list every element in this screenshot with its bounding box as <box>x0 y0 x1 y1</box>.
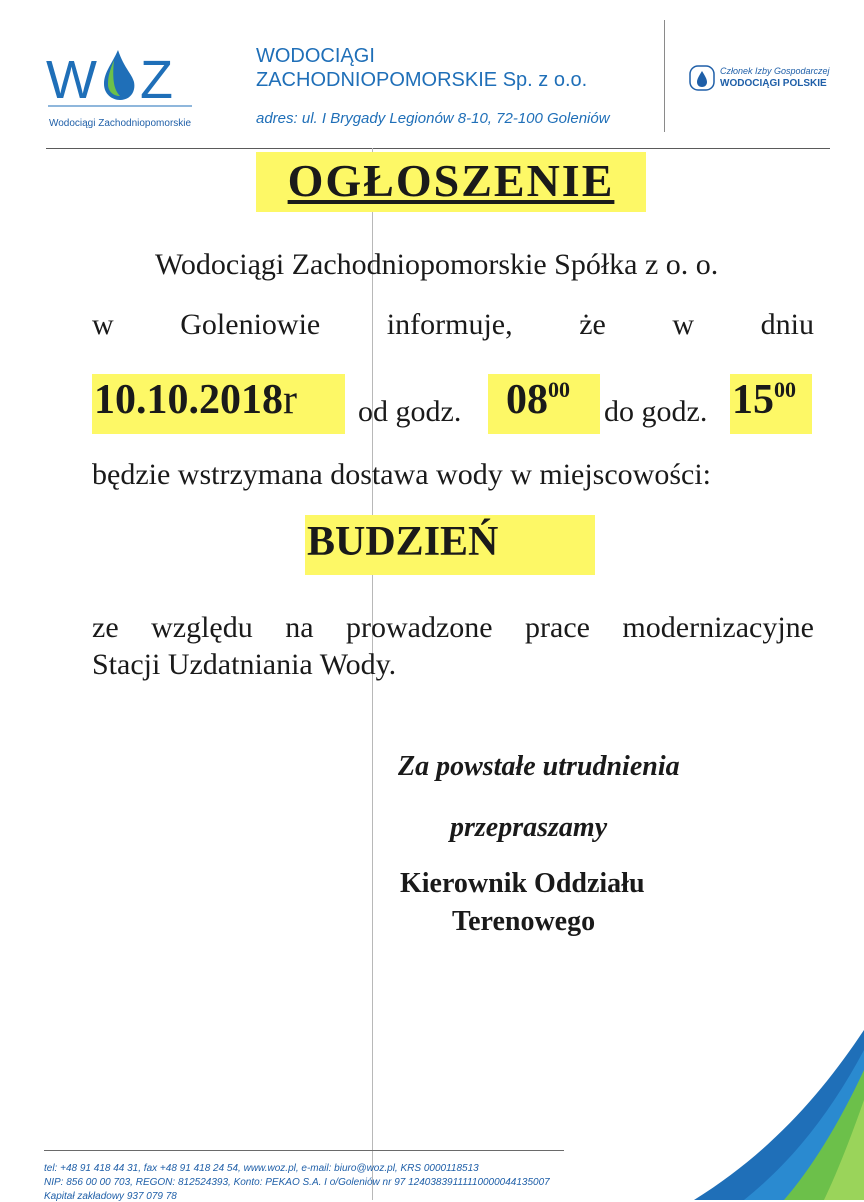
corner-wave-decoration <box>654 1030 864 1200</box>
notice-title: OGŁOSZENIE <box>287 155 615 206</box>
reason-word: na <box>285 611 314 644</box>
intro-word: Goleniowie <box>180 308 321 341</box>
time-from-minutes: 00 <box>548 377 570 402</box>
intro-word: w <box>92 308 114 341</box>
outage-place: BUDZIEŃ <box>307 519 499 565</box>
apology-line-2: przepraszamy <box>450 812 608 843</box>
logo-w: W <box>46 50 97 110</box>
date-value: 10.10.2018 <box>94 377 283 423</box>
apology-line-1: Za powstałe utrudnienia <box>398 751 680 782</box>
header-divider <box>664 20 665 132</box>
outage-date <box>94 376 297 424</box>
company-name-line1: WODOCIĄGI <box>256 45 375 67</box>
footer-contact: tel: +48 91 418 44 31, fax +48 91 418 24 54, www.woz.pl, e-mail: biuro@woz.pl, KRS 0000118513 <box>44 1163 479 1174</box>
reason-line-1 <box>92 611 814 645</box>
date-suffix: r <box>283 377 297 423</box>
time-from <box>506 376 570 424</box>
signatory-role-1: Kierownik Oddziału <box>400 868 645 899</box>
reason-line-2: Stacji Uzdatniania Wody. <box>92 648 397 681</box>
membership-name: WODOCIĄGI POLSKIE <box>720 78 827 89</box>
logo-z: Z <box>140 50 173 110</box>
logo-subtitle: Wodociągi Zachodniopomorskie <box>48 118 192 129</box>
woz-logo-graphic <box>40 40 200 120</box>
company-name-line2: ZACHODNIOPOMORSKIE Sp. z o.o. <box>256 69 588 91</box>
reason-word: modernizacyjne <box>622 611 814 644</box>
reason-word: prowadzone <box>345 611 493 644</box>
time-to-minutes: 00 <box>774 377 796 402</box>
chamber-drop-icon <box>688 64 716 92</box>
footer-registration: NIP: 856 00 00 703, REGON: 812524393, Konto: PEKAO S.A. I o/Goleniów nr 97 12403839111110000044135007 <box>44 1177 550 1188</box>
header-rule <box>46 148 830 149</box>
footer-rule <box>44 1150 564 1151</box>
time-from-hour: 08 <box>506 377 548 423</box>
company-logo <box>40 40 200 130</box>
time-to <box>732 376 796 424</box>
company-address: adres: ul. I Brygady Legionów 8-10, 72-100 Goleniów <box>256 110 610 127</box>
footer-capital: Kapitał zakładowy 937 079 78 <box>44 1191 177 1202</box>
membership-caption: Członek Izby Gospodarczej <box>720 66 830 76</box>
intro-word: dniu <box>760 308 814 341</box>
intro-line-2 <box>92 308 814 342</box>
time-to-hour: 15 <box>732 377 774 423</box>
outage-statement: będzie wstrzymana dostawa wody w miejscowości: <box>92 458 711 491</box>
reason-word: względu <box>151 611 253 644</box>
to-label: do godz. <box>604 395 708 428</box>
signatory-role-2: Terenowego <box>452 906 596 937</box>
reason-word: prace <box>525 611 590 644</box>
from-label: od godz. <box>358 395 462 428</box>
intro-word: informuje, <box>386 308 513 341</box>
intro-word: w <box>672 308 695 341</box>
reason-word: ze <box>92 611 119 644</box>
membership-badge <box>688 62 838 96</box>
company-name <box>256 44 587 92</box>
intro-word: że <box>579 308 606 341</box>
water-drop-icon <box>104 50 134 100</box>
intro-line-1: Wodociągi Zachodniopomorskie Spółka z o. o. <box>155 248 719 281</box>
